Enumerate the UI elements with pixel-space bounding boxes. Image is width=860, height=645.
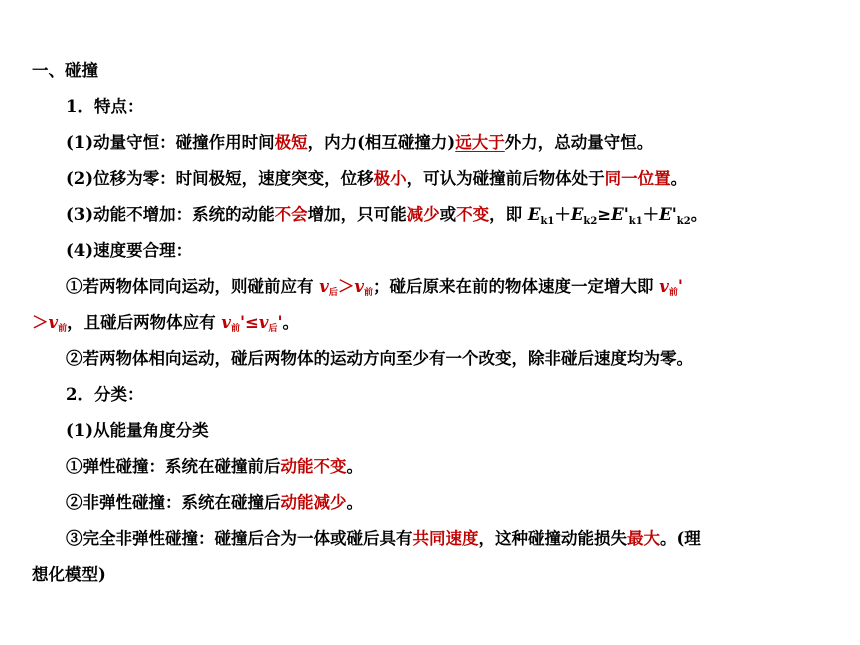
text-segment: ，即 (489, 205, 528, 224)
highlight-term: 极小 (373, 169, 407, 188)
highlight-term: 极短 (274, 133, 308, 152)
subscript: 前 (58, 324, 68, 334)
text-segment: (4)速度要合理： (66, 241, 193, 260)
highlight-term: 共同速度 (412, 529, 479, 548)
rule-same-direction-continued (32, 312, 299, 340)
subscript: 后 (328, 288, 338, 298)
heading-text: 一、碰撞 (32, 61, 98, 80)
subscript: 前 (363, 288, 373, 298)
text-segment: ②非弹性碰撞：系统在碰撞后 (66, 493, 281, 512)
text-segment: 。(理 (660, 529, 701, 548)
operator: ＞ (32, 313, 49, 332)
prime-mark: ' (277, 313, 283, 332)
rule-opposite-direction (66, 348, 693, 370)
text-segment: ③完全非弹性碰撞：碰撞后合为一体或碰后具有 (66, 529, 413, 548)
text-segment: (3)动能不增加：系统的动能 (66, 205, 275, 224)
highlight-term-underlined: 远大于 (455, 133, 505, 152)
subscript: 前 (230, 324, 240, 334)
rule-same-direction (66, 276, 683, 304)
highlight-term: 动能不变 (280, 457, 347, 476)
item-elastic-collision (66, 456, 363, 478)
operator: ＞ (337, 277, 355, 296)
text-segment: ，这种碰撞动能损失 (478, 529, 627, 548)
paragraph-kinetic-energy (66, 204, 707, 233)
prime-mark: ' (239, 313, 246, 332)
operator: ＋ (642, 205, 660, 224)
text-segment: 。 (690, 205, 708, 224)
text-segment: 增加，只可能 (307, 205, 407, 224)
velocity-symbol: v (354, 277, 364, 296)
item-inelastic-collision (66, 492, 363, 514)
velocity-symbol: v (221, 313, 231, 332)
paragraph-energy-classification (66, 420, 209, 442)
subsection-title-classification (66, 384, 143, 406)
subscript: 后 (268, 324, 278, 334)
text-segment: (2)位移为零：时间极短，速度突变，位移 (66, 169, 374, 188)
text-segment: 。 (346, 457, 363, 476)
subscript: k2 (583, 216, 598, 227)
text-segment: 。 (670, 169, 688, 188)
text-segment: 。 (346, 493, 363, 512)
item-perfectly-inelastic-continued (32, 564, 106, 586)
subsection-title-features (66, 96, 143, 118)
prime-mark: ' (677, 277, 683, 296)
text-segment: ①弹性碰撞：系统在碰撞前后 (66, 457, 281, 476)
text-segment: ，且碰后两物体应有 (67, 313, 222, 332)
text-segment: (1)动量守恒：碰撞作用时间 (66, 133, 275, 152)
text-segment: 想化模型) (32, 565, 106, 584)
highlight-term: 最大 (627, 529, 660, 548)
energy-prime-symbol: E' (659, 205, 677, 224)
operator: ≤ (245, 313, 259, 332)
paragraph-velocity (66, 240, 192, 262)
highlight-term: 减少 (406, 205, 440, 224)
highlight-term: 不变 (456, 205, 490, 224)
text-segment: (1)从能量角度分类 (66, 421, 209, 440)
section-heading (32, 60, 98, 82)
paragraph-displacement (66, 168, 687, 190)
text-segment: 。 (282, 313, 300, 332)
velocity-symbol: v (319, 277, 329, 296)
subscript: k1 (540, 216, 555, 227)
subscript: k2 (676, 216, 691, 227)
text-segment: ，可认为碰撞前后物体处于 (406, 169, 605, 188)
text-segment: 或 (439, 205, 457, 224)
velocity-symbol: v (48, 313, 59, 332)
energy-prime-symbol: E' (611, 205, 629, 224)
velocity-symbol: v (258, 313, 269, 332)
text-segment: 外力，总动量守恒。 (504, 133, 654, 152)
text-segment: ，内力(相互碰撞力) (307, 133, 456, 152)
velocity-symbol: v (659, 277, 669, 296)
subscript: 前 (668, 288, 678, 298)
paragraph-momentum (66, 132, 653, 154)
highlight-term: 动能减少 (280, 493, 347, 512)
text-segment: ②若两物体相向运动，碰后两物体的运动方向至少有一个改变，除非碰后速度均为零。 (66, 349, 693, 368)
energy-symbol: E (570, 205, 584, 224)
operator: ＋ (554, 205, 571, 224)
operator: ≥ (597, 205, 612, 224)
text-segment: ；碰后原来在前的物体速度一定增大即 (372, 277, 660, 296)
classification-title-text: 2．分类： (66, 385, 144, 404)
subscript: k1 (628, 216, 643, 227)
highlight-term: 不会 (274, 205, 308, 224)
features-title-text: 1．特点： (66, 97, 144, 116)
text-segment: ①若两物体同向运动，则碰前应有 (66, 277, 320, 296)
energy-symbol: E (527, 205, 541, 224)
item-perfectly-inelastic-collision (66, 528, 701, 550)
highlight-term: 同一位置 (604, 169, 671, 188)
